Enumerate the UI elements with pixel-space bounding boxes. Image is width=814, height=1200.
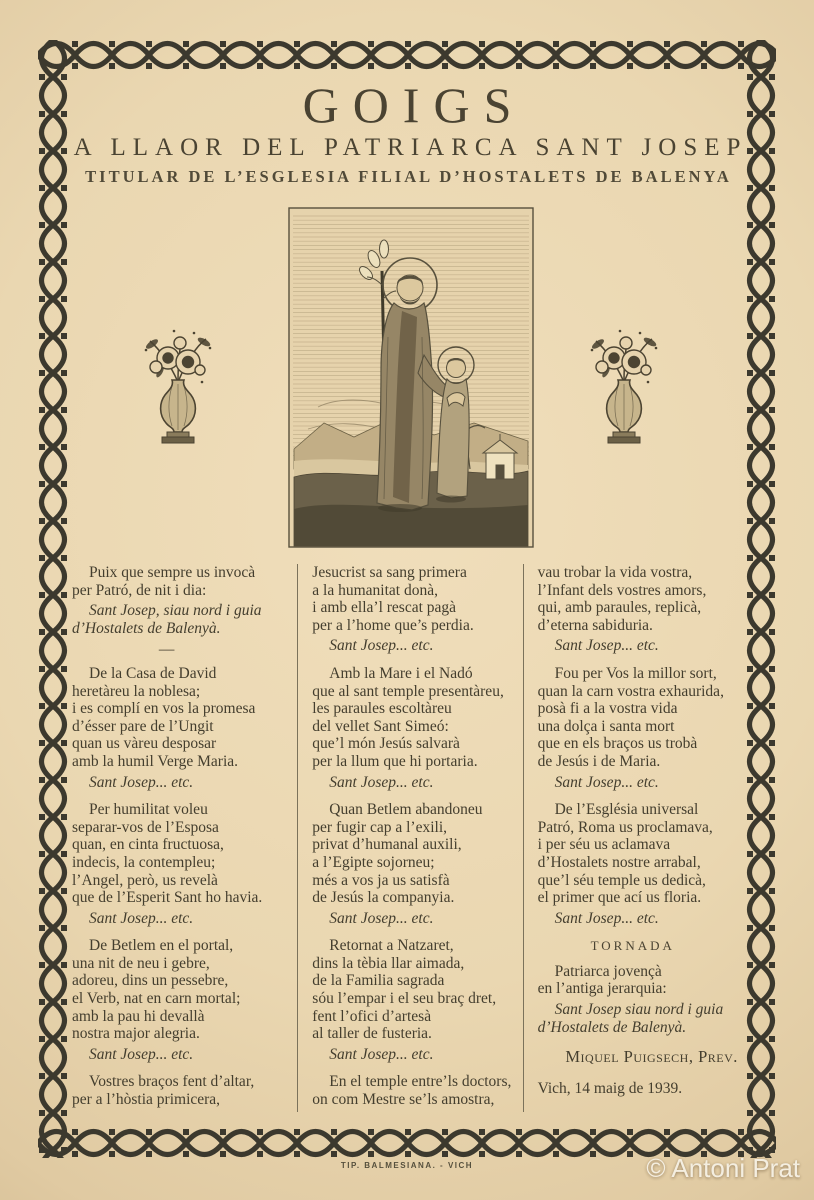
border-chain-top <box>38 40 776 70</box>
verse-line: Miquel Puigsech, Prev. <box>565 1047 738 1067</box>
verse-line: Per humilitat voleu <box>89 801 208 819</box>
verse-line: el primer que ací us floria. <box>537 889 702 907</box>
verse-line: Amb la Mare i el Nadó <box>329 664 473 682</box>
refrain-main <box>538 1001 742 1036</box>
verse-line: qui, amb paraules, replicà, <box>537 599 702 617</box>
verse-line: Sant Josep siau nord i guia <box>554 1001 724 1019</box>
refrain <box>72 910 291 928</box>
verse-line: Sant Josep... etc. <box>89 909 194 927</box>
verse-columns <box>72 564 748 1112</box>
verse-column-2 <box>297 564 522 1112</box>
verse-line: i amb ella’l rescat pagà <box>312 599 457 617</box>
verse-line: Patró, Roma us proclamava, <box>537 818 713 836</box>
stanza <box>312 665 516 771</box>
heading <box>538 937 728 955</box>
page-title: GOIGS <box>302 77 526 133</box>
border-chain-right <box>746 40 776 1158</box>
verse-line: heretàreu la noblesa; <box>72 682 201 700</box>
verse-line: TORNADA <box>590 938 675 954</box>
stanza <box>72 564 291 599</box>
refrain <box>312 910 516 928</box>
refrain <box>312 637 516 655</box>
verse-line: que de l’Esperit Sant ho havia. <box>72 889 263 907</box>
printer-imprint: TIP. BALMESIANA. - VICH <box>340 1161 474 1170</box>
cont <box>312 564 516 634</box>
verse-line: Sant Josep... etc. <box>89 1045 194 1063</box>
verse-line: on com Mestre se’ls amostra, <box>312 1091 495 1109</box>
verse-line: per Patró, de nit i dia: <box>72 581 207 599</box>
refrain <box>72 774 291 792</box>
verse-line: Patriarca jovençà <box>554 962 662 980</box>
verse-line: que’l món Jesús salvarà <box>312 735 460 753</box>
verse-line: Quan Betlem abandoneu <box>329 801 483 819</box>
verse-line: privat d’humanal auxili, <box>312 836 462 854</box>
refrain <box>538 774 742 792</box>
refrain <box>72 1046 291 1064</box>
refrain <box>538 910 742 928</box>
verse-line: que’l séu temple us dedicà, <box>537 871 706 889</box>
verse-line: d’eterna sabiduria. <box>537 616 653 634</box>
engraving-sant-josep <box>288 207 534 548</box>
verse-line: Vostres braços fent d’altar, <box>89 1073 255 1091</box>
verse-line: quan, en cinta fructuosa, <box>72 836 224 854</box>
verse-line: En el temple entre’ls doctors, <box>329 1073 512 1091</box>
verse-line: quan la carn vostra exhaurida, <box>537 682 724 700</box>
date <box>538 1080 742 1098</box>
verse-line: Fou per Vos la millor sort, <box>554 664 717 682</box>
verse-line: per a l’hòstia primicera, <box>72 1091 221 1109</box>
stanza <box>312 937 516 1043</box>
verse-line: més a vos ja us satisfà <box>312 871 450 889</box>
stanza <box>72 937 291 1043</box>
refrain <box>538 637 742 655</box>
engraving-image <box>288 207 534 548</box>
stanza <box>538 801 742 907</box>
verse-column-1 <box>72 564 297 1112</box>
verse-line: Sant Josep... etc. <box>89 773 194 791</box>
verse-line: — <box>158 641 177 659</box>
verse-line: per la llum que hi portaria. <box>312 752 478 770</box>
verse-line: d’Hostalets de Balenyà. <box>537 1018 687 1036</box>
verse-line: fent l’ofici d’artesà <box>312 1007 432 1025</box>
verse-line: les paraules escoltàreu <box>312 700 452 718</box>
verse-line: Retornat a Natzaret, <box>329 937 454 955</box>
verse-line: de Jesús i de Maria. <box>537 752 661 770</box>
verse-line: una nit de neu i gebre, <box>72 954 210 972</box>
stanza <box>72 1073 291 1108</box>
verse-line: per fugir cap a l’exili, <box>312 818 447 836</box>
verse-line: d’ésser pare de l’Ungit <box>72 717 214 735</box>
verse-line: amb la pau hi devallà <box>72 1007 205 1025</box>
verse-line: de la Familia sagrada <box>312 972 445 990</box>
verse-line: a la humanitat donà, <box>312 581 438 599</box>
verse-line: quan us vàreu desposar <box>72 735 217 753</box>
stanza <box>538 963 742 998</box>
verse-line: Puix que sempre us invocà <box>89 564 256 581</box>
verse-line: vau trobar la vida vostra, <box>537 564 693 581</box>
verse-line: Sant Josep... etc. <box>329 1045 434 1063</box>
verse-line: Sant Josep... etc. <box>329 909 434 927</box>
verse-line: Sant Josep... etc. <box>554 773 659 791</box>
verse-line: dins la tèbia llar aimada, <box>312 954 465 972</box>
page-subtitle: A LLAOR DEL PATRIARCA SANT JOSEP <box>73 134 748 161</box>
verse-line: en l’antiga jerarquia: <box>537 980 667 998</box>
verse-line: de Jesús la companyia. <box>312 889 455 907</box>
cont <box>538 564 742 634</box>
flower-vase-ornament-left <box>138 320 218 448</box>
verse-line: i es complí en vos la promesa <box>72 700 256 718</box>
verse-line: que al sant temple presentàreu, <box>312 682 504 700</box>
verse-line: a l’Egipte sojorneu; <box>312 853 435 871</box>
verse-line: separar-vos de l’Esposa <box>72 818 219 836</box>
copyright-watermark: © Antoni Prat <box>646 1153 800 1183</box>
verse-line: De la Casa de David <box>89 664 217 682</box>
verse-line: del vellet Sant Simeó: <box>312 717 449 735</box>
verse-line: adoreu, dins un pessebre, <box>72 972 229 990</box>
verse-line: posà fi a la vostra vida <box>537 700 678 718</box>
verse-line: sóu l’empar i el seu braç dret, <box>312 990 497 1008</box>
signature <box>538 1048 738 1066</box>
verse-line: amb la humil Verge Maria. <box>72 752 239 770</box>
page-subtitle2: TITULAR DE L’ESGLESIA FILIAL D’HOSTALETS DE BALENYA <box>85 167 732 186</box>
stanza <box>72 801 291 907</box>
verse-line: d’Hostalets nostre arrabal, <box>537 853 701 871</box>
verse-line: nostra major alegria. <box>72 1025 200 1043</box>
verse-line: i per séu us aclamava <box>537 836 671 854</box>
verse-line: Sant Josep... etc. <box>329 773 434 791</box>
verse-line: el Verb, nat en carn mortal; <box>72 990 241 1008</box>
refrain-main <box>72 602 291 637</box>
refrain <box>312 1046 516 1064</box>
verse-line: De Betlem en el portal, <box>89 937 234 955</box>
stanza <box>538 665 742 771</box>
verse-line: Sant Josep, siau nord i guia <box>89 602 262 620</box>
stanza <box>312 801 516 907</box>
refrain <box>312 774 516 792</box>
verse-line: d’Hostalets de Balenyà. <box>72 619 221 637</box>
verse-column-3 <box>523 564 748 1112</box>
verse-line: indecis, la contempleu; <box>72 853 216 871</box>
verse-line: que en els braços us trobà <box>537 735 698 753</box>
verse-line: Jesucrist sa sang primera <box>312 564 467 581</box>
verse-line: Sant Josep... etc. <box>329 637 434 655</box>
verse-line: al taller de fusteria. <box>312 1025 432 1043</box>
verse-line: l’Angel, però, us revelà <box>72 871 218 889</box>
verse-line: per a l’home que’s perdia. <box>312 616 474 634</box>
verse-line: una dolça i santa mort <box>537 717 675 735</box>
verse-line: De l’Església universal <box>554 801 699 819</box>
verse-line: Vich, 14 maig de 1939. <box>537 1079 683 1097</box>
stanza <box>72 665 291 771</box>
border-chain-left <box>38 40 68 1158</box>
verse-line: Sant Josep... etc. <box>554 909 659 927</box>
verse-line: l’Infant dels vostres amors, <box>537 581 707 599</box>
verse-line: Sant Josep... etc. <box>554 637 659 655</box>
stanza <box>312 1073 516 1108</box>
dash <box>72 641 263 659</box>
flower-vase-ornament-right <box>584 320 664 448</box>
